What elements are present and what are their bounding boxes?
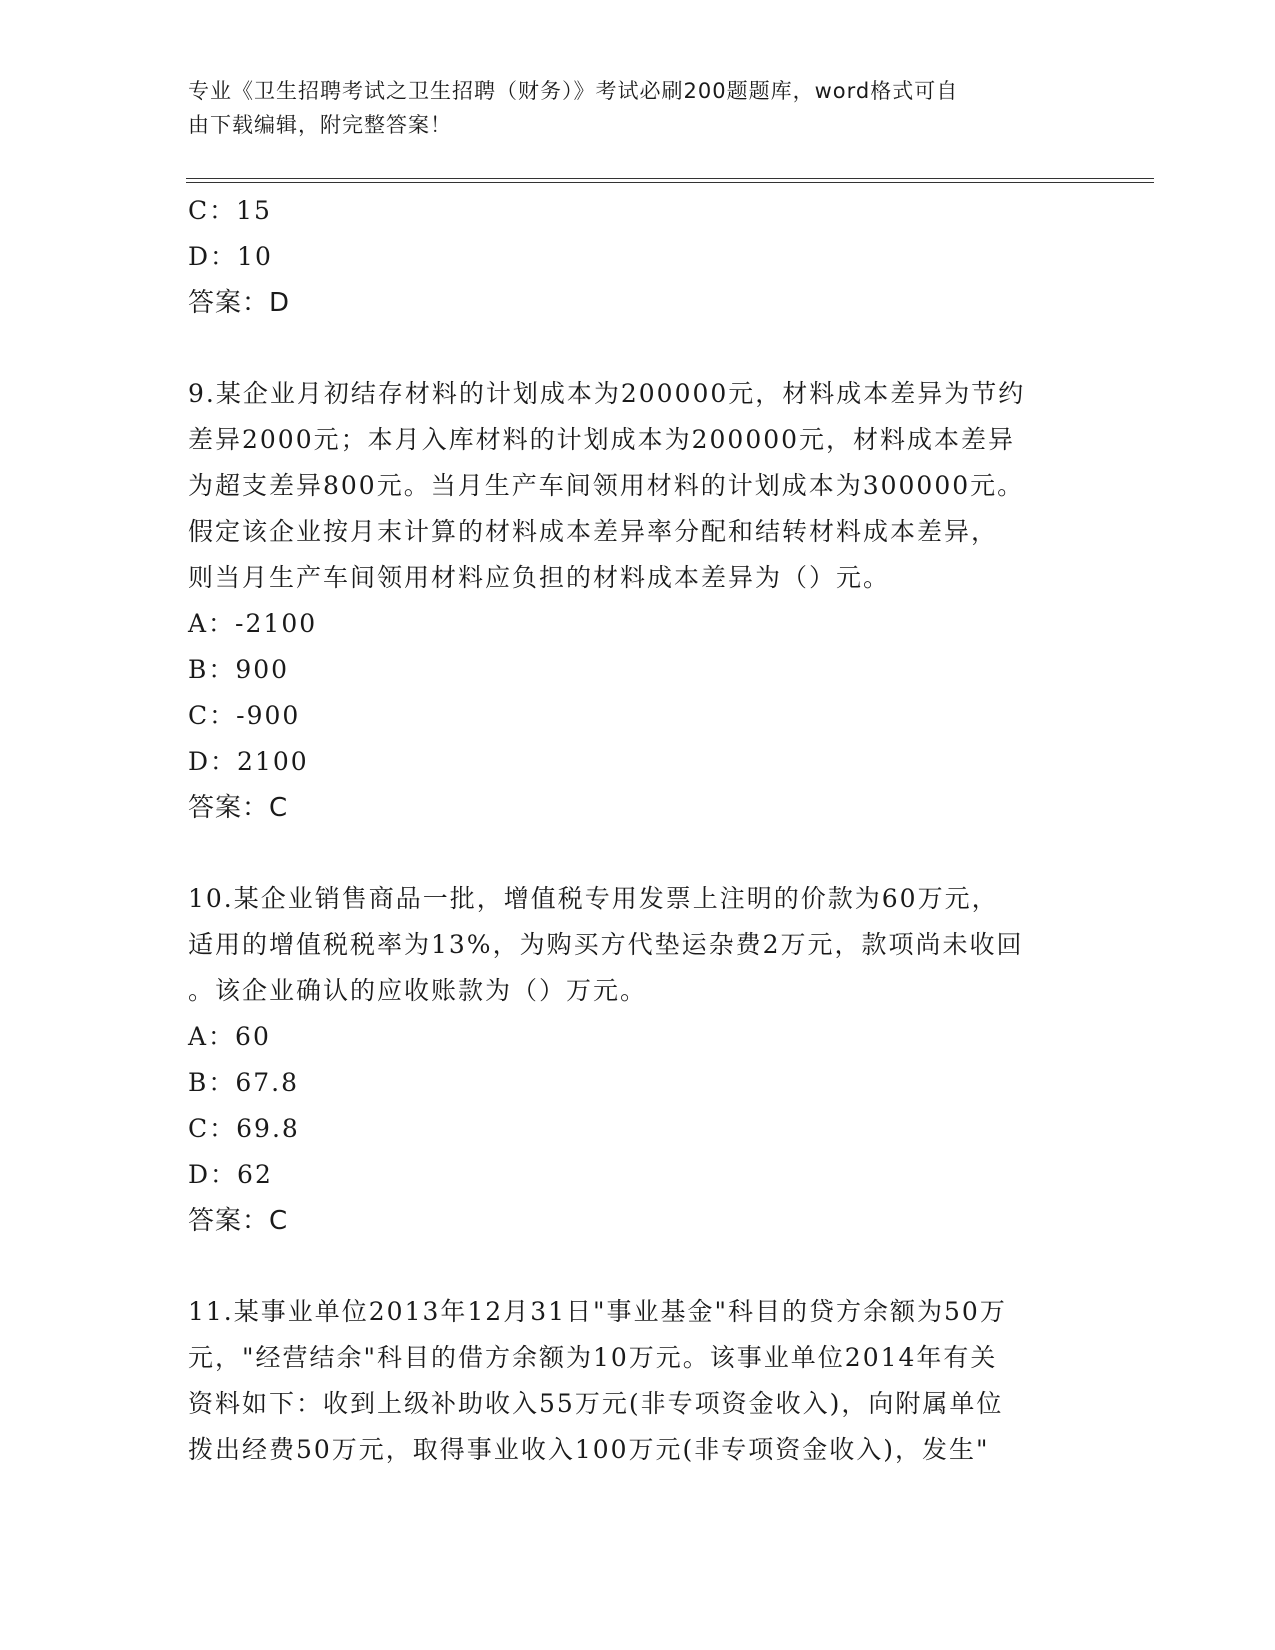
question-content <box>188 188 1088 1473</box>
option-c: C：69.8 <box>188 1114 300 1143</box>
question-text-line: 假定该企业按月末计算的材料成本差异率分配和结转材料成本差异， <box>188 517 999 546</box>
answer-line: 答案：C <box>188 1206 289 1236</box>
header-title-line-1: 专业《卫生招聘考试之卫生招聘（财务）》考试必刷200题题库，word格式可自 <box>188 79 959 103</box>
question-10 <box>188 876 1088 1244</box>
question-8-tail <box>188 188 1088 326</box>
option-c: C：15 <box>188 196 272 225</box>
answer-line: 答案：C <box>188 793 289 823</box>
document-header <box>188 74 1068 142</box>
option-b: B：67.8 <box>188 1068 300 1097</box>
question-text-line: 11.某事业单位2013年12月31日"事业基金"科目的贷方余额为50万 <box>188 1297 1007 1326</box>
question-text-line: 9.某企业月初结存材料的计划成本为200000元，材料成本差异为节约 <box>188 379 1026 408</box>
option-c: C：-900 <box>188 701 301 730</box>
option-d: D：10 <box>188 242 273 271</box>
question-9 <box>188 371 1088 831</box>
option-b: B：900 <box>188 655 290 684</box>
spacer <box>188 831 1088 876</box>
header-title-line-2: 由下载编辑，附完整答案！ <box>188 113 452 137</box>
answer-line: 答案：D <box>188 288 291 318</box>
spacer <box>188 1244 1088 1289</box>
question-text-line: 为超支差异800元。当月生产车间领用材料的计划成本为300000元。 <box>188 471 1025 500</box>
option-a: A：-2100 <box>188 609 318 638</box>
option-d: D：2100 <box>188 747 309 776</box>
question-text-line: 。该企业确认的应收账款为（）万元。 <box>188 976 648 1005</box>
question-11 <box>188 1289 1088 1473</box>
question-text-line: 10.某企业销售商品一批，增值税专用发票上注明的价款为60万元， <box>188 884 999 913</box>
option-a: A：60 <box>188 1022 271 1051</box>
question-text-line: 差异2000元；本月入库材料的计划成本为200000元，材料成本差异 <box>188 425 1016 454</box>
header-divider-bottom <box>186 182 1154 183</box>
header-divider-top <box>186 178 1154 179</box>
question-text-line: 元，"经营结余"科目的借方余额为10万元。该事业单位2014年有关 <box>188 1343 998 1372</box>
question-text-line: 资料如下：收到上级补助收入55万元(非专项资金收入)，向附属单位 <box>188 1389 1004 1418</box>
question-text-line: 适用的增值税税率为13%，为购买方代垫运杂费2万元，款项尚未收回 <box>188 930 1024 959</box>
option-d: D：62 <box>188 1160 273 1189</box>
question-text-line: 则当月生产车间领用材料应负担的材料成本差异为（）元。 <box>188 563 891 592</box>
spacer <box>188 326 1088 371</box>
question-text-line: 拨出经费50万元，取得事业收入100万元(非专项资金收入)，发生" <box>188 1435 990 1464</box>
